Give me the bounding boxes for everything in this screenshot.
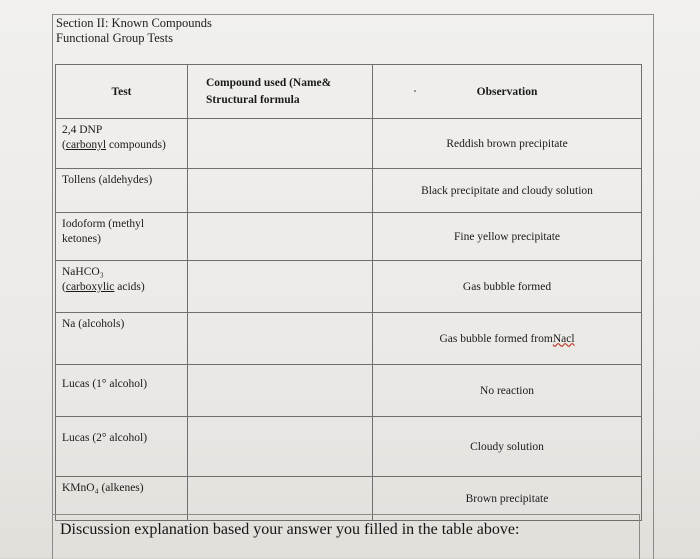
compound-cell[interactable] [188,261,373,313]
section-title: Section II: Known Compounds [56,16,212,30]
test-name: Lucas (2° alcohol) [62,432,148,444]
test-class-underlined: carbonyl [65,139,107,151]
header-test: Test [56,65,188,119]
observation-text: Cloudy solution [470,440,544,453]
header-compound-line1: Compound used (Name& [206,76,332,89]
header-compound-line2: Structural formula [206,93,300,106]
test-paren: ( [62,139,66,151]
test-name: Tollens (aldehydes) [62,174,153,186]
test-class-rest: acids) [114,281,145,293]
observation-cell [373,213,642,261]
observation-cell [373,417,642,477]
observation-text: Brown precipitate [465,492,549,505]
test-class-underlined: carboxylic [65,281,115,293]
observation-text: Gas bubble formed from [439,332,553,345]
section-header [56,16,212,46]
observation-cell [373,169,642,213]
test-cell [56,119,188,169]
test-class-rest: compounds) [106,139,166,151]
observation-cell [373,365,642,417]
observation-cell [373,261,642,313]
observation-text: No reaction [480,384,534,397]
test-paren: ( [62,281,66,293]
table-row [56,213,642,261]
compound-cell[interactable] [188,417,373,477]
compound-cell[interactable] [188,313,373,365]
observation-cell [373,313,642,365]
table-row [56,169,642,213]
test-name: Na (alcohols) [62,318,125,330]
compound-cell[interactable] [188,213,373,261]
table-row [56,365,642,417]
test-cell [56,365,188,417]
test-name: 2,4 DNP [62,124,103,136]
test-name: NaHCO₃ [62,266,104,278]
header-observation: Observation [373,65,642,119]
observation-text: Black precipitate and cloudy solution [421,184,593,197]
observation-cell [373,119,642,169]
observation-text: Gas bubble formed [462,280,552,293]
table-row [56,261,642,313]
functional-group-table [55,64,642,521]
test-name: Iodoform (methyl [62,218,145,230]
observation-misspelled-word: Nacl [552,332,575,345]
compound-cell[interactable] [188,365,373,417]
header-compound [188,65,373,119]
observation-text: Fine yellow precipitate [453,230,561,243]
test-name: Lucas (1° alcohol) [62,378,148,390]
test-cell [56,213,188,261]
section-subtitle: Functional Group Tests [56,31,173,45]
test-cell [56,169,188,213]
discussion-prompt: Discussion explanation based your answer you filled in the table above: [60,521,520,538]
compound-cell[interactable] [188,119,373,169]
test-cell [56,417,188,477]
table-row [56,417,642,477]
table-row [56,313,642,365]
table-row [56,119,642,169]
observation-text: Reddish brown precipitate [446,137,568,150]
test-cell [56,261,188,313]
table-header-row [56,65,642,119]
compound-cell[interactable] [188,169,373,213]
test-name: KMnO₄ (alkenes) [62,482,144,494]
test-cell [56,313,188,365]
test-class: ketones) [62,233,101,245]
